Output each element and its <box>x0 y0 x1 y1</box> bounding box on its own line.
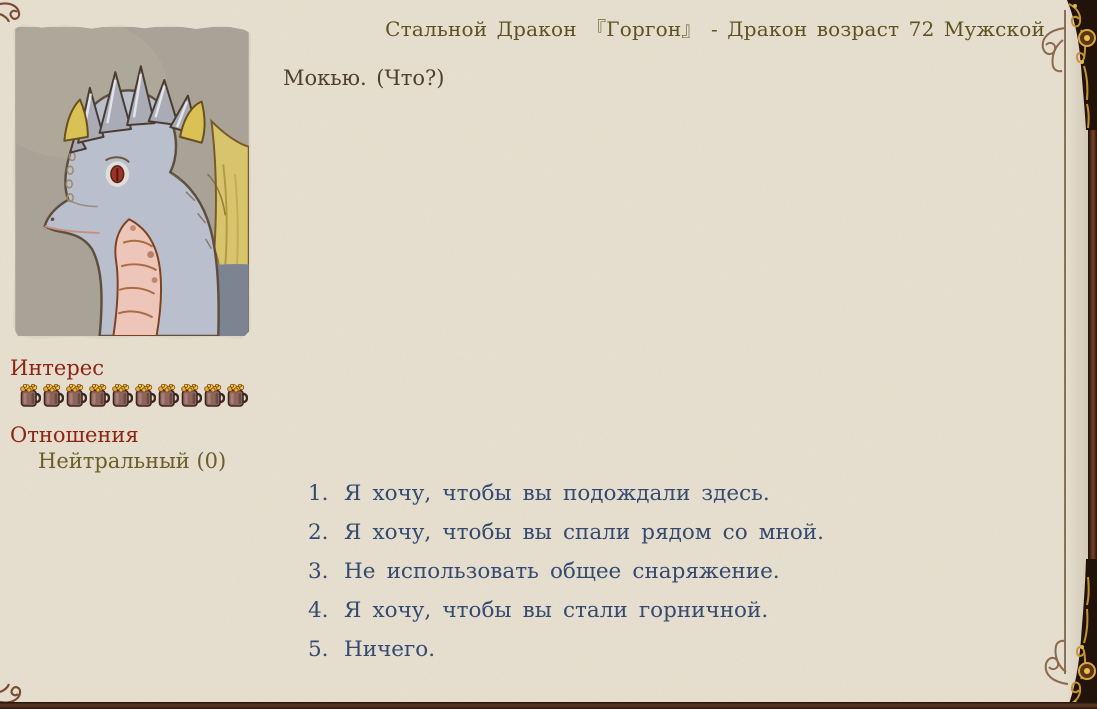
choice-label: Я хочу, чтобы вы подождали здесь. <box>344 481 770 506</box>
beer-mug-icon <box>19 384 41 408</box>
choice-5[interactable] <box>308 639 824 661</box>
character-title: Стальной Дракон 『Горгон』 - Дракон возраст 72 Мужской <box>385 17 1045 41</box>
beer-mug-icon <box>42 384 64 408</box>
character-portrait <box>13 24 251 339</box>
choice-1[interactable] <box>308 483 824 505</box>
filigree-ornament-top <box>1067 0 1097 130</box>
choice-label: Я хочу, чтобы вы спали рядом со мной. <box>344 520 824 545</box>
bottom-border-bar <box>0 702 1097 709</box>
corner-flourish-top-right <box>1035 26 1065 74</box>
choice-label: Ничего. <box>344 637 436 662</box>
beer-mug-icon <box>65 384 87 408</box>
choice-number: 4. <box>308 598 329 623</box>
choice-4[interactable] <box>308 600 824 622</box>
choice-list <box>308 483 824 661</box>
dialogue-text: Мокью. (Что?) <box>283 66 445 90</box>
choice-number: 5. <box>308 637 329 662</box>
filigree-ornament-bottom <box>1067 559 1097 709</box>
choice-2[interactable] <box>308 522 824 544</box>
relationship-label: Отношения <box>10 423 139 447</box>
inner-frame-line <box>1064 10 1066 674</box>
interest-meter <box>19 384 248 408</box>
corner-flourish-bottom-right <box>1038 638 1068 686</box>
beer-mug-icon <box>88 384 110 408</box>
corner-flourish-top-left <box>0 0 26 22</box>
relationship-value: Нейтральный (0) <box>38 449 227 473</box>
choice-number: 1. <box>308 481 329 506</box>
choice-label: Я хочу, чтобы вы стали горничной. <box>344 598 769 623</box>
choice-number: 3. <box>308 559 329 584</box>
steel-dragon-art <box>15 27 249 336</box>
choice-number: 2. <box>308 520 329 545</box>
choice-3[interactable] <box>308 561 824 583</box>
beer-mug-icon <box>111 384 133 408</box>
beer-mug-icon <box>157 384 179 408</box>
beer-mug-icon <box>134 384 156 408</box>
choice-label: Не использовать общее снаряжение. <box>344 559 780 584</box>
beer-mug-icon <box>180 384 202 408</box>
beer-mug-icon <box>203 384 225 408</box>
beer-mug-icon <box>226 384 248 408</box>
interest-label: Интерес <box>10 356 104 380</box>
